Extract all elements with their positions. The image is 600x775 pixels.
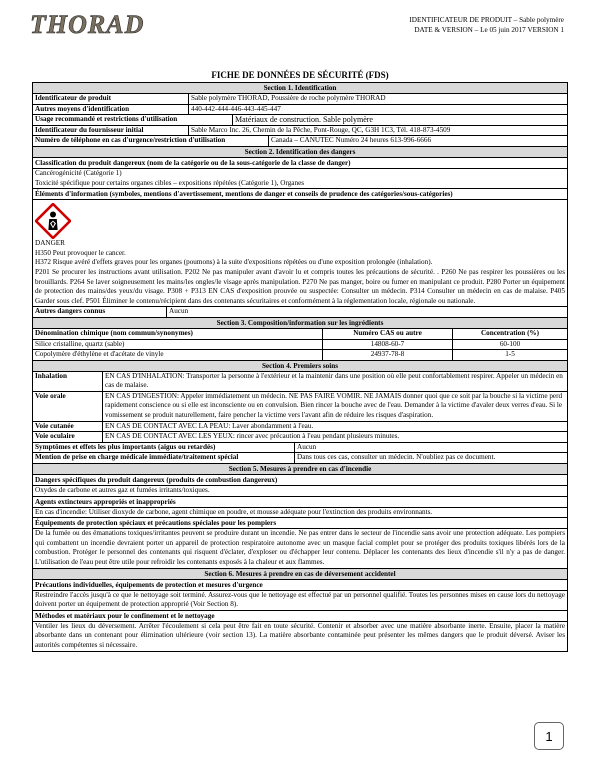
- table-row: [33, 432, 567, 443]
- table-cell: 14808-60-7: [323, 340, 453, 350]
- row-value: Aucun: [297, 442, 317, 451]
- date-version-header: DATE & VERSION – Le 05 juin 2017 VERSION 1: [414, 26, 564, 34]
- hazard-statement: H372 Risque avéré d'effets graves pour les organes (poumons) à la suite d'expositions répétées ou d'une exposition prolongée (inhalation).: [35, 258, 433, 267]
- thorad-logo: THORAD: [30, 10, 145, 39]
- row-value: EN CAS D'INHALATION: Transporter la personne à l'extérieur et la maintenir dans une position où elle peut confortablement respirer. Appeler un médecin en cas de malaise.: [105, 371, 563, 390]
- classification-item: Cancérogénicité (Catégorie 1): [35, 168, 122, 177]
- row-value: Canada – CANUTEC Numéro 24 heures 613-996-6666: [271, 136, 432, 145]
- subsection-text: En cas d'incendie: Utiliser dioxyde de carbone, agent chimique en poudre, et mousse adéquate pour l'extinction des produits environnants.: [33, 508, 567, 519]
- column-header: Concentration (%): [480, 328, 540, 337]
- row-label: Voie orale: [33, 392, 103, 421]
- table-row: [33, 392, 567, 422]
- subsection-title: Dangers spécifiques du produit dangereux (produits de combustion dangereux): [33, 475, 567, 486]
- table-row: [33, 350, 567, 361]
- table-cell: 24937-78-8: [323, 350, 453, 360]
- label-elements-title: Éléments d'information (symboles, mentions d'avertissement, mentions de danger et conseils de prudence des catégories/sous-catégories): [33, 189, 567, 200]
- row-label: Inhalation: [33, 372, 103, 391]
- table-cell: Silice cristalline, quartz (sable): [33, 340, 323, 350]
- pictogram-block: [33, 200, 567, 239]
- row-value: 440-442-444-446-443-445-447: [191, 104, 281, 113]
- document-header: [409, 15, 564, 35]
- row-label: Numéro de téléphone en cas d'urgence/restriction d'utilisation: [33, 136, 269, 146]
- row-label: Autres moyens d'identification: [33, 105, 189, 115]
- section-2-heading: Section 2. Identification des dangers: [33, 147, 567, 158]
- row-value: Sable Marco Inc. 26, Chemin de la Pêche, Pont-Rouge, QC, G3H 1C3, Tél. 418-873-4509: [191, 125, 451, 134]
- subsection-title: Précautions individuelles, équipements de protection et mesures d'urgence: [33, 580, 567, 591]
- table-row: [33, 372, 567, 392]
- table-row: [33, 307, 567, 318]
- subsection-title: Méthodes et matériaux pour le confinement et le nettoyage: [33, 611, 567, 622]
- row-value: Aucun: [169, 307, 189, 316]
- row-value: EN CAS DE CONTACT AVEC LES YEUX: rincer avec précaution à l'eau pendant plusieurs minutes.: [105, 432, 400, 441]
- section-4-heading: Section 4. Premiers soins: [33, 361, 567, 372]
- subsection-text: De la fumée ou des émanations toxiques/irritantes peuvent se produire durant un incendie. Ne pas entrer dans le secteur de l'incendie sans avoir une protection adéquate. Les pompiers qui combattent un incendie devraient porter un appareil de protection respiratoire autonome avec un masque facial complet pour se protéger des produits toxiques libérés lors de la combustion. Protéger le personnel des contenants qui risquent d'éclater, d'exploser ou d'échapper leur contenu. Déplacer les contenants des lieux d'incendie s'il n'y a pas de danger. L'utilisation de l'eau peut être utile pour refroidir les contenants exposés à la chaleur et aux flammes.: [33, 529, 567, 568]
- row-label: Identificateur de produit: [33, 94, 189, 104]
- signal-word: DANGER: [35, 239, 65, 248]
- classification-title: Classification du produit dangereux (nom de la catégorie ou de la sous-catégorie de la classe de danger): [33, 158, 567, 169]
- row-label: Voie oculaire: [33, 432, 103, 442]
- section-5-heading: Section 5. Mesures à prendre en cas d'incendie: [33, 464, 567, 475]
- product-identifier-header: IDENTIFICATEUR DE PRODUIT – Sable polymère: [409, 16, 564, 24]
- sds-table: [32, 82, 568, 652]
- page-title: FICHE DE DONNÉES DE SÉCURITÉ (FDS): [211, 70, 389, 80]
- column-header: Dénomination chimique (nom commun/synonymes): [33, 329, 323, 339]
- table-row: [33, 115, 567, 126]
- hazard-statement: H350 Peut provoquer le cancer.: [35, 248, 126, 257]
- row-value: EN CAS DE CONTACT AVEC LA PEAU: Laver abondamment à l'eau.: [105, 421, 314, 430]
- precautionary-statements: P201 Se procurer les instructions avant utilisation. P202 Ne pas manipuler avant d'avoir lu et compris toutes les précautions de sécurité. . P260 Ne pas respirer les poussières ou les brouillards. P264 Se laver soigneusement les mains/les ongles/le visage après manipulation. P270 Ne pas manger, boire ou fumer en manipulant ce produit. P280 Porter un équipement de protection des mains/des yeux/du visage. P308 + P313 EN CAS d'exposition prouvée ou suspectée: Consulter un médecin. P314 Consulter un médecin en cas de malaise. P405 Garder sous clef. P501 Éliminer le contenu/récipient dans des contenants sécuritaires et conformément à la réglementation locale, régionale ou nationale.: [33, 268, 567, 307]
- row-value: Matériaux de construction. Sable polymère: [235, 115, 373, 125]
- row-value: Dans tous ces cas, consulter un médecin. N'oubliez pas ce document.: [297, 453, 496, 462]
- table-header-row: [33, 329, 567, 340]
- table-cell: Copolymère d'éthylène et d'acétate de vinyle: [33, 350, 323, 360]
- health-hazard-icon: [35, 203, 71, 239]
- table-row: [33, 422, 567, 433]
- subsection-text: Ventiler les lieux du déversement. Arrêter l'écoulement si cela peut être fait en toute sécurité. Contenir et absorber avec une matière absorbante inerte. Ensuite, placer la matière absorbante dans un contenant pour élimination ultérieure (voir section 13). La matière absorbante contaminée peut présenter les mêmes dangers que le produit déversé. Aviser les autorités compétentes si nécessaire.: [35, 621, 565, 649]
- row-label: Autres dangers connus: [33, 307, 167, 317]
- table-row: [33, 94, 567, 105]
- column-header: Numéro CAS ou autre: [323, 329, 453, 339]
- table-row: [33, 453, 567, 464]
- section-6-heading: Section 6. Mesures à prendre en cas de déversement accidentel: [33, 569, 567, 580]
- section-1-heading: Section 1. Identification: [33, 83, 567, 94]
- row-label: Usage recommandé et restrictions d'utilisation: [33, 115, 233, 125]
- row-label: Symptômes et effets les plus importants (aigus ou retardés): [33, 443, 295, 453]
- classification-item: Toxicité spécifique pour certains organes cibles – expositions répétées (Catégorie 1), Organes: [33, 179, 567, 190]
- section-3-heading: Section 3. Composition/information sur les ingrédients: [33, 318, 567, 329]
- subsection-title: Équipements de protection spéciaux et précautions spéciales pour les pompiers: [33, 518, 567, 529]
- table-row: [33, 126, 567, 137]
- table-row: [33, 105, 567, 116]
- subsection-title: Agents extincteurs appropriés et inappropriés: [33, 497, 567, 508]
- page-number: 1: [534, 722, 564, 750]
- row-value: Sable polymère THORAD, Poussière de roche polymère THORAD: [191, 94, 386, 102]
- subsection-text: Oxydes de carbone et autres gaz et fumées irritants/toxiques.: [33, 486, 567, 497]
- row-value: EN CAS D'INGESTION: Appeler immédiatement un médecin. NE PAS FAIRE VOMIR. NE JAMAIS donner quoi que ce soit par la bouche si la victime perd rapidement conscience ou si elle est inconsciente ou en convulsion. Bien rincer la bouche avec de l'eau. Demander à la victime d'avaler deux verres d'eau. Si le vomissement se produit naturellement, faire pencher la victime vers l'avant afin de réduire les risques d'aspiration.: [105, 391, 563, 420]
- table-cell: 60-100: [499, 339, 521, 348]
- subsection-text: Restreindre l'accès jusqu'à ce que le nettoyage soit terminé. Assurez-vous que le nettoyage est effectué par un personnel qualifié. Toutes les personnes mises en cause lors du nettoyage doivent porter un équipement de protection approprié (Voir Section 8).: [33, 591, 567, 611]
- table-row: [33, 443, 567, 454]
- row-label: Identificateur du fournisseur initial: [33, 126, 189, 136]
- row-label: Mention de prise en charge médicale immédiate/traitement spécial: [33, 453, 295, 463]
- table-row: [33, 340, 567, 351]
- row-label: Voie cutanée: [33, 422, 103, 432]
- table-row: [33, 136, 567, 147]
- table-cell: 1-5: [505, 350, 515, 359]
